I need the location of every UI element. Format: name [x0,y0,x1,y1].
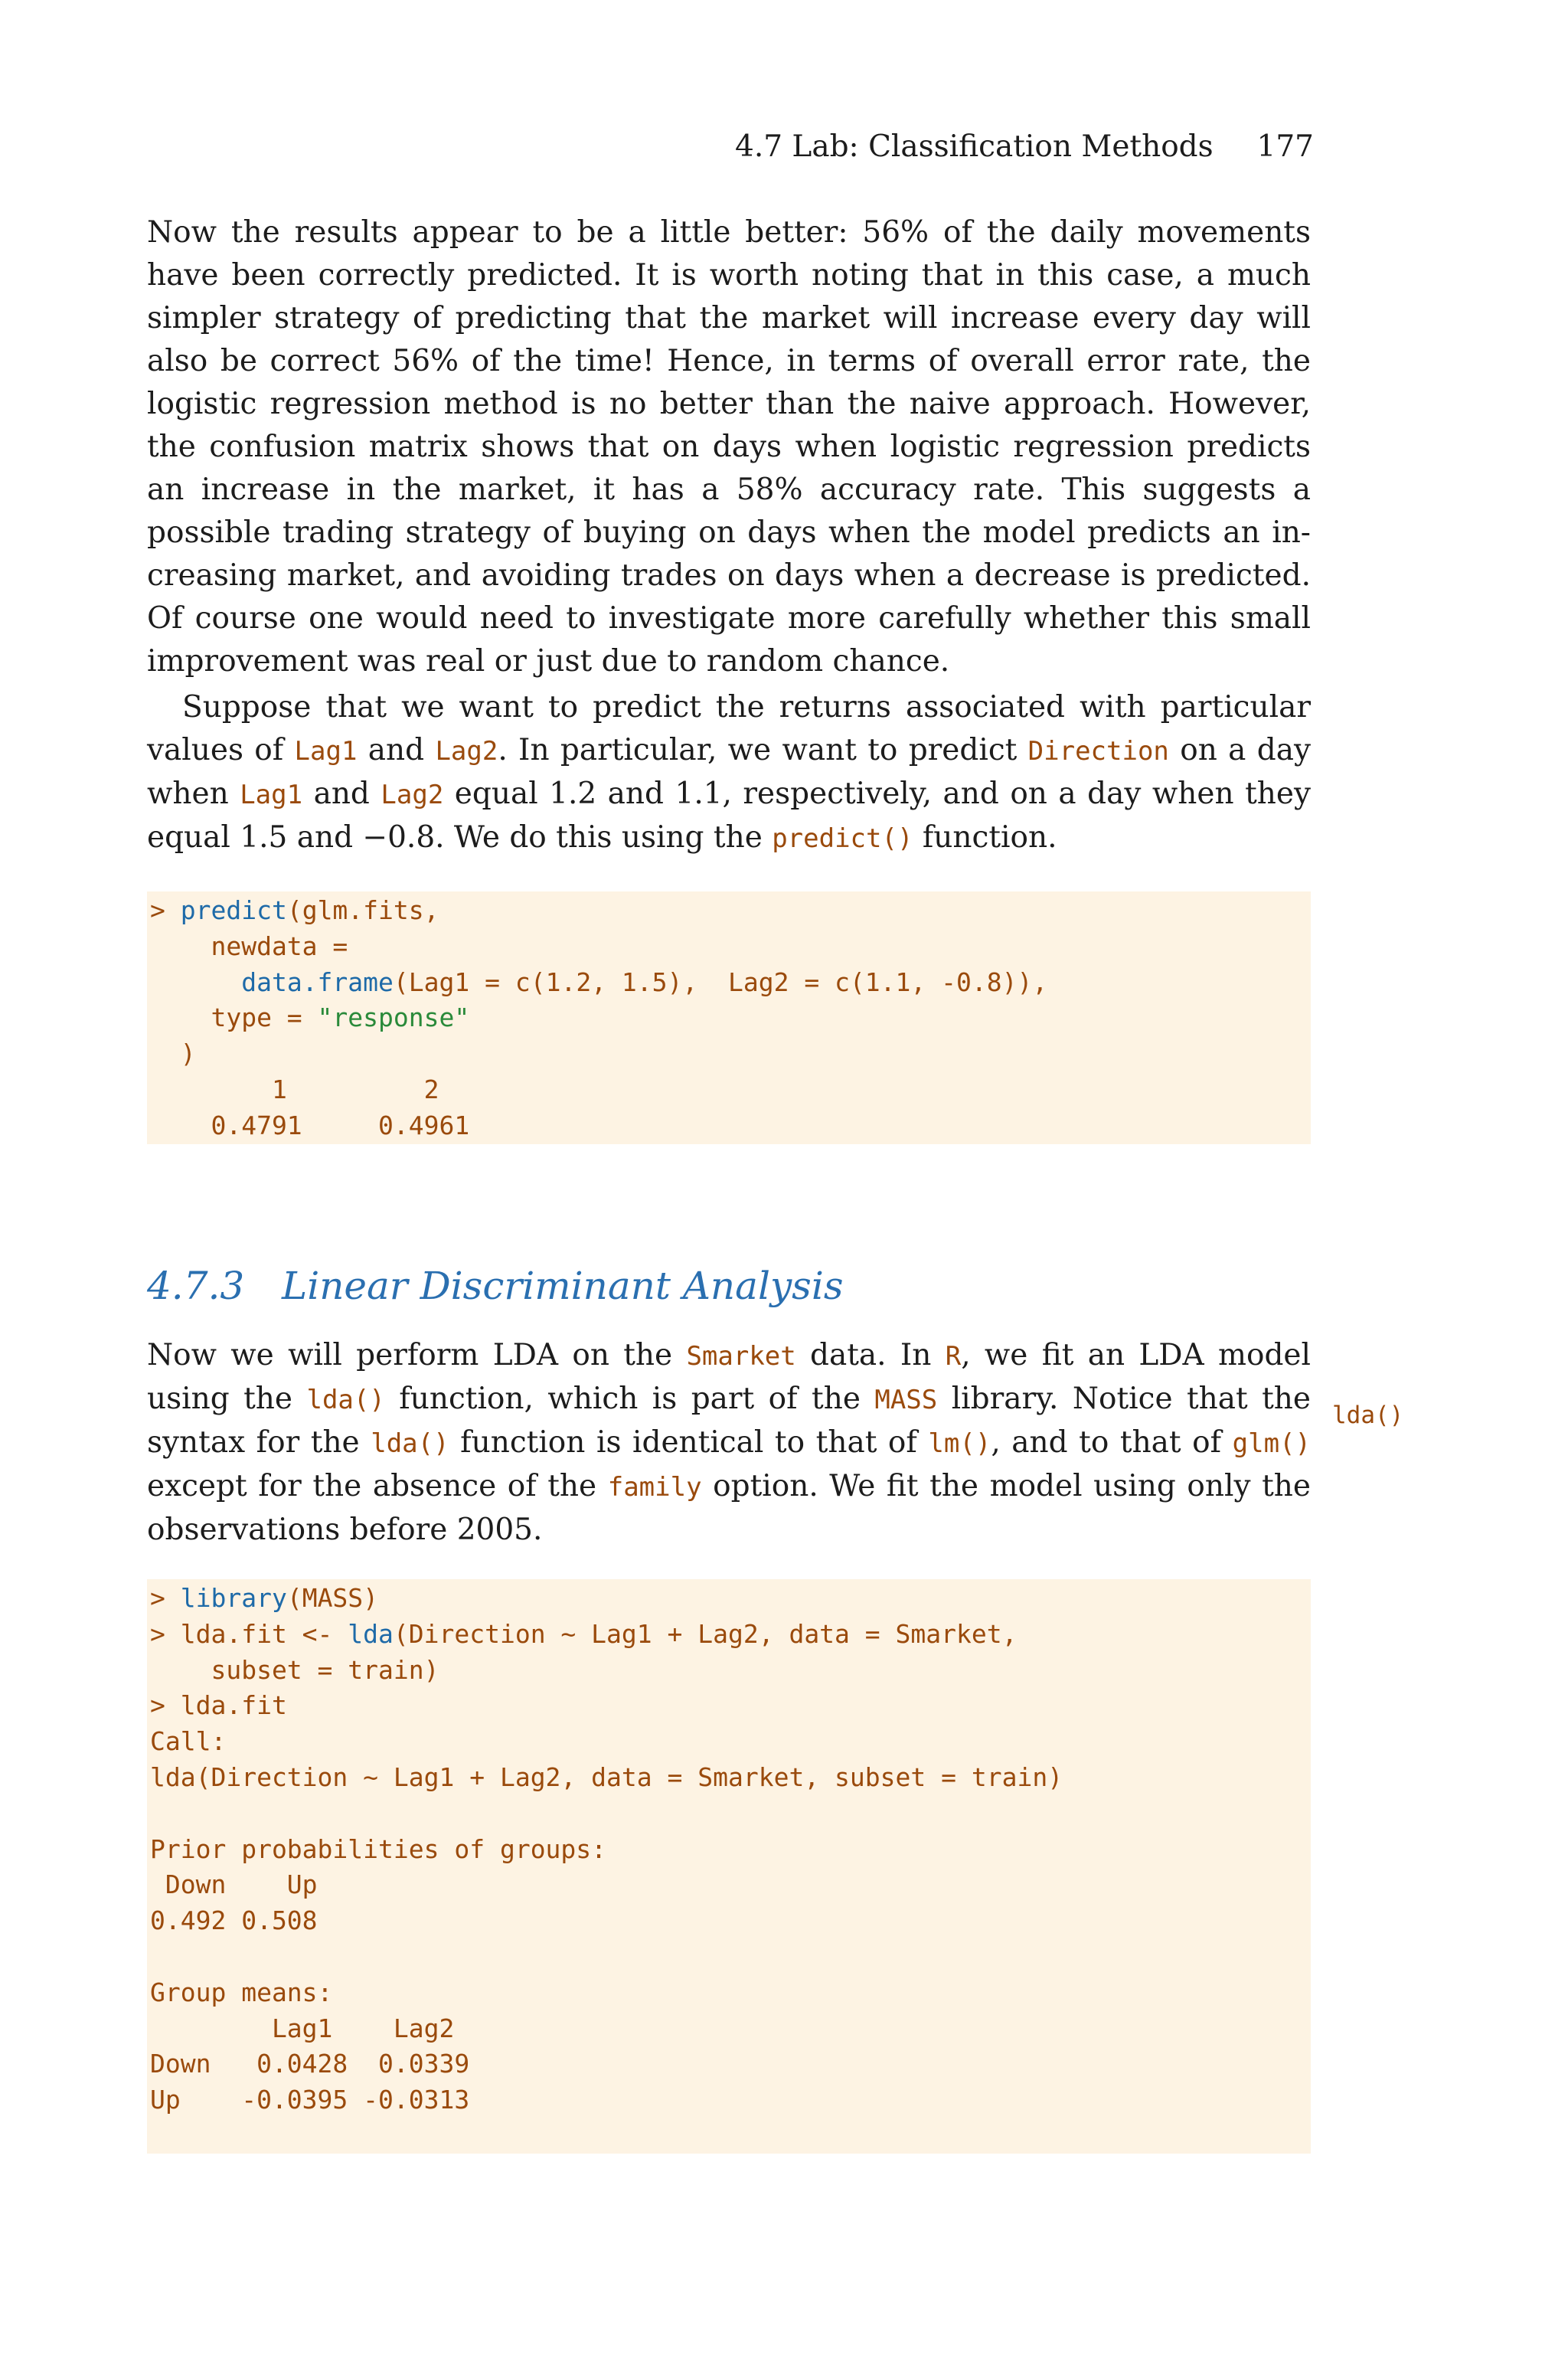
code-string: "response" [317,1003,470,1033]
inline-code: lm() [928,1428,991,1459]
section-title: Linear Discriminant Analysis [282,1264,844,1308]
code-text: (Lag1 = c(1.2, 1.5), Lag2 = c(1.1, -0.8)), [393,967,1048,997]
running-title: 4.7 Lab: Classification Methods [735,129,1214,164]
code-output-line: 0.492 0.508 [150,1905,318,1936]
code-line [147,965,1311,1001]
code-block-lda [147,1579,1311,2154]
code-function: library [180,1583,287,1613]
code-line: ) [150,1039,196,1069]
code-line [147,1617,1311,1653]
text-run: , and to that of [991,1425,1233,1460]
inline-code: Lag1 [294,736,358,767]
text-run: . In particular, we want to predict [498,733,1028,767]
code-text: (glm.fits, [286,895,439,925]
code-text: (Direction ∼ Lag1 + Lag2, data = Smarket, [393,1618,1018,1649]
text-run: library. Notice that the syntax for the [147,1382,1312,1460]
inline-code: lda() [306,1385,385,1415]
code-text: > lda.fit <- [150,1618,348,1649]
code-output-line: Down Up [150,1869,318,1900]
page-number: 177 [1256,129,1314,164]
inline-code: lda() [371,1428,449,1459]
code-output-line: Group means: [150,1977,333,2007]
inline-code: Lag2 [435,736,498,767]
inline-code: R [945,1341,962,1372]
code-output-line: Lag1 Lag2 [150,2013,455,2043]
text-run: and [357,733,436,767]
text-run: except for the absence of the [147,1469,608,1503]
code-output-line: Down 0.0428 0.0339 [150,2049,470,2079]
code-line: subset = train) [150,1654,439,1685]
paragraph-predict [147,686,1311,860]
text-run: equal 1.2 and 1.1, respectively, and on a day when they equal 1.5 and −0.8. We do this using the [147,777,1311,855]
code-function: predict [180,895,287,925]
code-line [147,893,1311,929]
text-run: Now we will perform LDA on the [147,1338,687,1372]
code-text: (MASS) [286,1583,379,1613]
code-output-line: 0.4791 0.4961 [150,1110,470,1140]
inline-code: Lag1 [240,780,303,810]
code-output-line [147,1939,1311,1975]
text-run: option. We fit the model using only the observations before 2005. [147,1469,1311,1547]
section-number: 4.7.3 [147,1264,245,1308]
code-function: data.frame [241,967,394,997]
text-run: function. [913,820,1057,855]
code-output-line: lda(Direction ∼ Lag1 + Lag2, data = Smarket, subset = train) [150,1761,1063,1792]
text-run: function is identical to that of [449,1425,929,1460]
code-line: newdata = [150,931,348,961]
text-run: and [302,777,381,811]
inline-code: MASS [874,1385,938,1415]
code-line: > lda.fit [150,1690,287,1721]
inline-code: Direction [1027,736,1169,767]
code-block-predict [147,891,1311,1144]
inline-code: family [607,1472,702,1503]
text-run: data. In [795,1338,946,1372]
inline-code: Smarket [686,1341,796,1372]
inline-code: Lag2 [381,780,444,810]
code-prompt: > [150,1583,181,1613]
code-output-line: Call: [150,1726,227,1757]
code-output-line [147,1796,1311,1832]
code-function: lda [348,1618,394,1649]
text-run: , we fit an LDA model using the [147,1338,1311,1416]
margin-note: lda() [1332,1402,1404,1429]
code-line [147,1000,1311,1036]
paragraph-lda [147,1334,1311,1552]
code-line [147,1581,1311,1617]
text-run: Suppose that we want to predict the returns associated with particular values of [147,690,1311,767]
text-run: on a day when [147,733,1311,811]
inline-code: glm() [1232,1428,1312,1459]
code-output-line: Prior probabilities of groups: [150,1833,607,1864]
code-prompt: > [150,895,181,925]
code-text: type = [150,1003,318,1033]
inline-code: predict() [772,823,913,854]
text-run: function, which is part of the [384,1382,875,1416]
section-heading [147,1259,1311,1313]
code-output-line: 1 2 [150,1074,439,1104]
code-text [150,967,241,997]
paragraph-results: Now the results appear to be a little better: 56% of the daily movements have been correctly predicted. It is worth noting that in this case, a much simpler strategy of predicting that the market will increase every day will also be correct 56% of the time! Hence, in terms of overall error rate, the logistic regression method is no better than the naive approach. However, the confusion matrix shows that on days when logistic regression predicts an increase in the market, it has a 58% accuracy rate. This suggests a possible trading strategy of buying on days when the model predicts an in-creasing market, and avoiding trades on days when a decrease is predicted. Of course one would need to investigate more carefully whether this small improvement was real or just due to random chance. [147,215,1311,679]
code-output-line: Up -0.0395 -0.0313 [150,2085,470,2115]
